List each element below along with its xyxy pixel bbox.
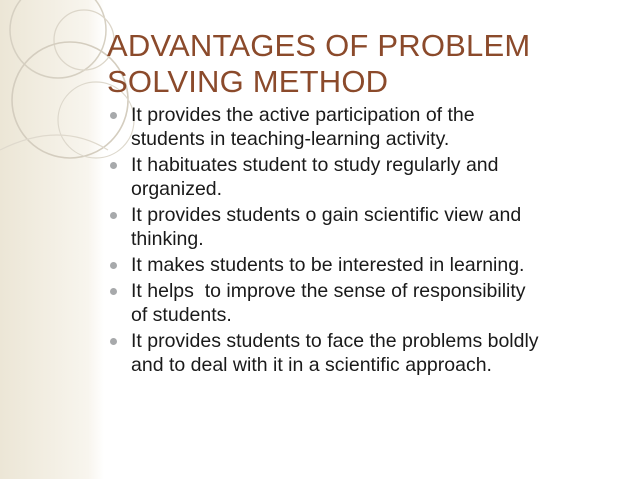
title-line: SOLVING METHOD — [107, 64, 389, 99]
bullet-item — [104, 253, 619, 277]
bullet-text-line: It provides the active participation of the — [131, 104, 475, 126]
slide-title — [107, 28, 607, 100]
title-line: ADVANTAGES OF PROBLEM — [107, 28, 531, 63]
bullet-item — [104, 203, 619, 251]
bullet-dot-icon — [110, 162, 117, 169]
bullet-item — [104, 103, 619, 151]
bullet-dot-icon — [110, 262, 117, 269]
bullet-dot-icon — [110, 338, 117, 345]
bullet-text-line: It makes students to be interested in learning. — [131, 254, 525, 276]
bullet-text-line: It provides students to face the problems boldly — [131, 330, 539, 352]
bullet-item — [104, 153, 619, 201]
bullet-text-line: organized. — [131, 178, 223, 200]
bullet-text-line: It helps to improve the sense of responsibility — [131, 280, 526, 302]
bullet-text-line: students in teaching-learning activity. — [131, 128, 450, 150]
bullet-dot-icon — [110, 112, 117, 119]
bullet-text-line: thinking. — [131, 228, 204, 250]
bullet-text-line: of students. — [131, 304, 232, 326]
bullet-item — [104, 329, 619, 377]
bullet-item — [104, 279, 619, 327]
bullet-text-line: It provides students o gain scientific view and — [131, 204, 522, 226]
bullet-text-line: and to deal with it in a scientific approach. — [131, 354, 492, 376]
bullet-dot-icon — [110, 212, 117, 219]
bullet-text-line: It habituates student to study regularly and — [131, 154, 499, 176]
bullet-dot-icon — [110, 288, 117, 295]
bullet-list — [104, 103, 619, 379]
